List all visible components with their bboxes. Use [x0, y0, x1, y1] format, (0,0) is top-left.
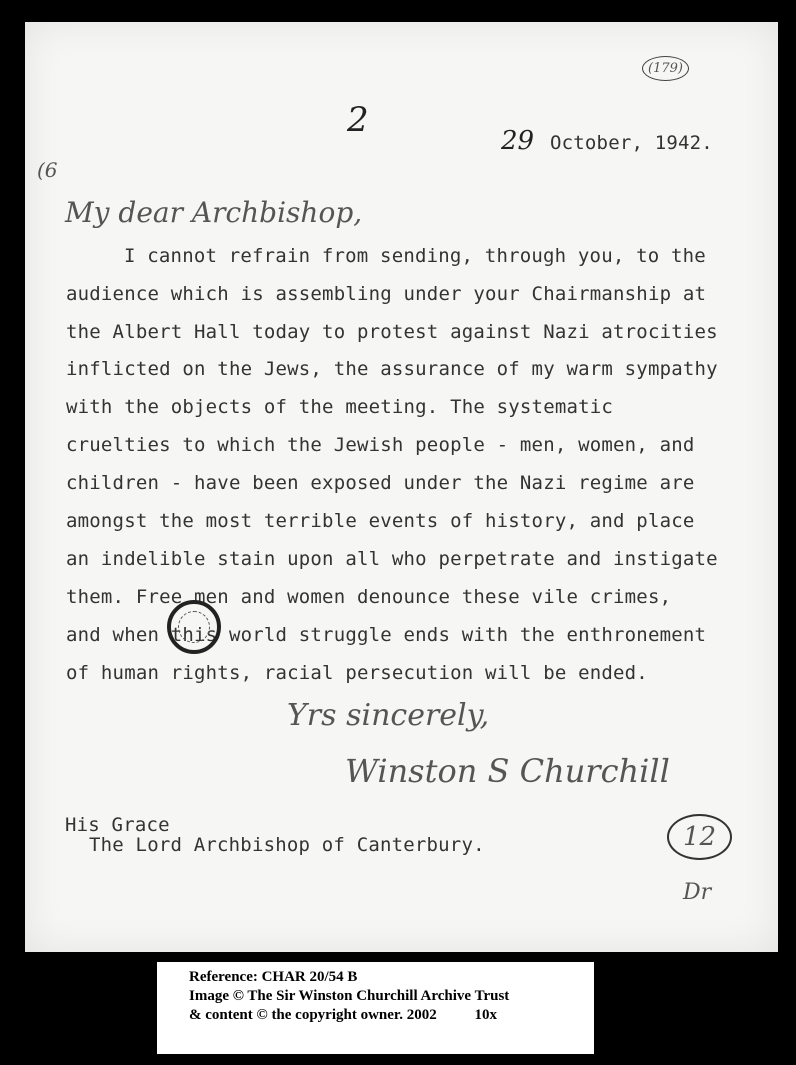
body-line: children - have been exposed under the Nazi regime are — [66, 472, 695, 494]
caption-copyright: Image © The Sir Winston Churchill Archive Trust — [189, 988, 510, 1004]
body-line: them. Free men and women denounce these vile crimes, — [66, 586, 672, 608]
body-line: amongst the most terrible events of history, and place — [66, 510, 695, 532]
archive-caption — [157, 962, 594, 1054]
caption-reference: Reference: CHAR 20/54 B — [189, 969, 358, 985]
body-line: I cannot refrain from sending, through you, to the — [124, 245, 706, 267]
page-mark: (179) — [642, 56, 689, 81]
body-line: inflicted on the Jews, the assurance of my warm sympathy — [66, 358, 718, 380]
page-number: 2 — [347, 100, 369, 140]
bottom-mark: Dr — [683, 880, 712, 905]
body-line: an indelible stain upon all who perpetrate and instigate — [66, 548, 718, 570]
addressee-line-2: The Lord Archbishop of Canterbury. — [89, 834, 485, 856]
caption-zoom: 10x — [474, 1007, 497, 1023]
caption-content-line — [189, 1006, 594, 1025]
margin-note: (6 — [37, 158, 58, 182]
body-line: the Albert Hall today to protest against Nazi atrocities — [66, 321, 718, 343]
body-line: and when this world struggle ends with the enthronement — [66, 624, 707, 646]
body-line: of human rights, racial persecution will be ended. — [66, 662, 648, 684]
body-line: audience which is assembling under your Chairmanship at — [66, 283, 707, 305]
letter-page — [25, 22, 778, 952]
corner-mark: 12 — [667, 814, 732, 860]
date-day: 29 — [501, 126, 535, 156]
caption-owner: & content © the copyright owner. 2002 — [189, 1007, 437, 1023]
body-line: with the objects of the meeting. The systematic — [66, 396, 614, 418]
date: October, 1942. — [550, 132, 713, 154]
salutation: My dear Archbishop, — [65, 196, 363, 229]
addressee-line-1: His Grace — [65, 814, 170, 836]
archive-stamp — [167, 600, 221, 654]
signature: Winston S Churchill — [345, 752, 670, 790]
body-line: cruelties to which the Jewish people - men, women, and — [66, 434, 695, 456]
closing: Yrs sincerely, — [287, 698, 490, 733]
